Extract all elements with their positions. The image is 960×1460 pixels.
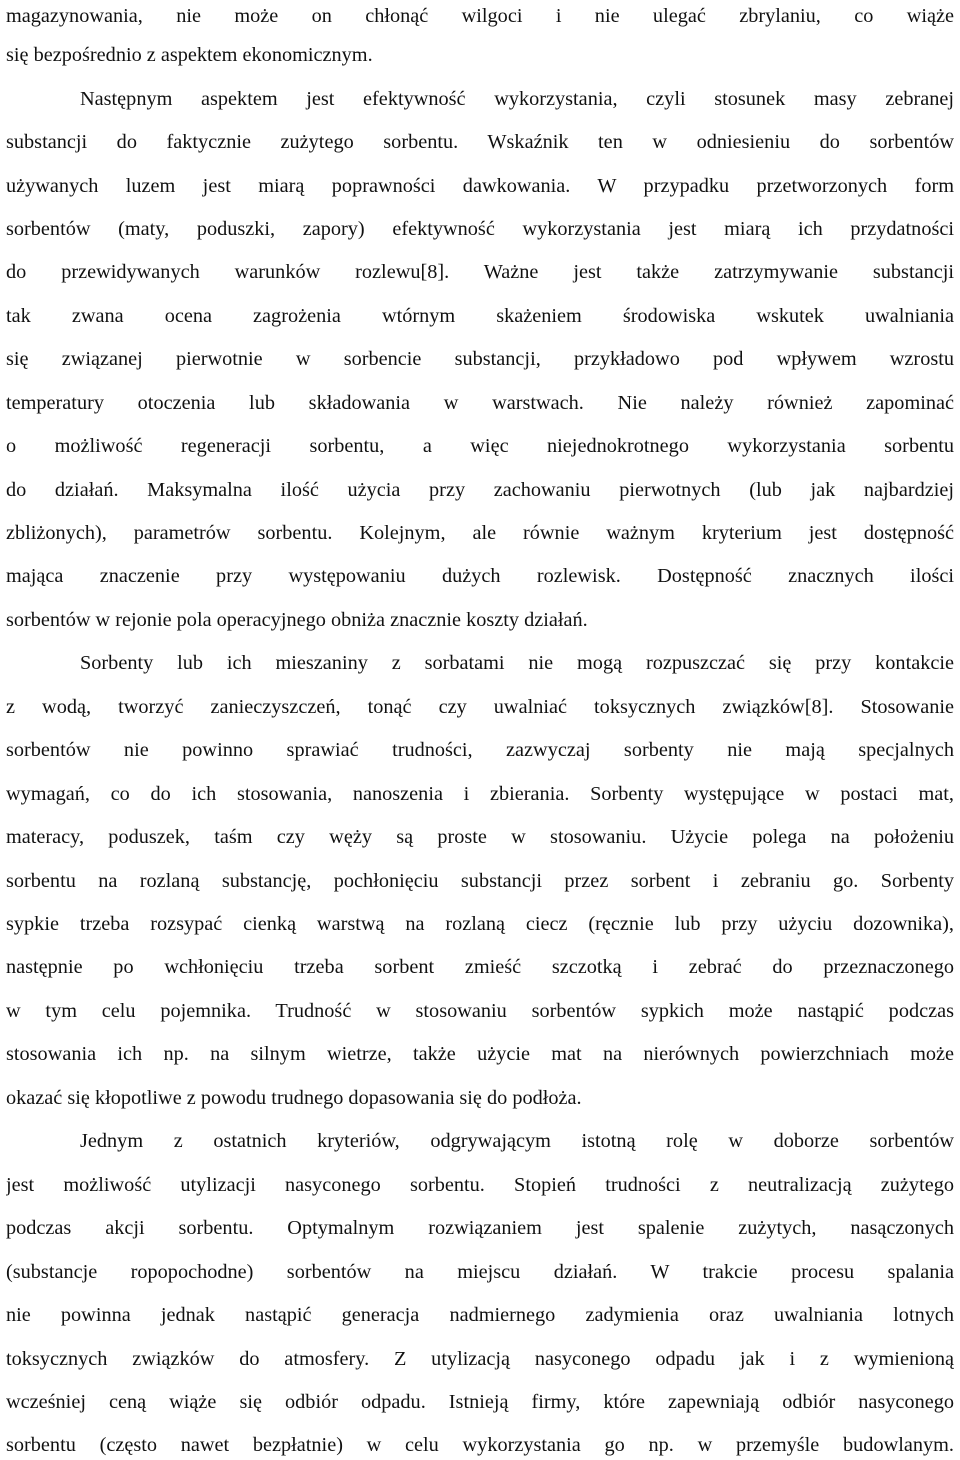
text-line: sorbentu na rozlaną substancję, pochłonięciu substancji przez sorbent i zebraniu go. Sorbenty [6, 870, 954, 892]
text-line: Jednym z ostatnich kryteriów, odgrywającym istotną rolę w doborze sorbentów [80, 1130, 954, 1152]
text-line: się związanej pierwotnie w sorbencie substancji, przykładowo pod wpływem wzrostu [6, 348, 954, 370]
text-line: materacy, poduszek, taśm czy węży są proste w stosowaniu. Użycie polega na położeniu [6, 826, 954, 848]
text-line: toksycznych związków do atmosfery. Z utylizacją nasyconego odpadu jak i z wymienioną [6, 1348, 954, 1370]
text-line: zbliżonych), parametrów sorbentu. Kolejnym, ale równie ważnym kryterium jest dostępność [6, 522, 954, 544]
text-line: nie powinna jednak nastąpić generacja nadmiernego zadymienia oraz uwalniania lotnych [6, 1304, 954, 1326]
text-line: sypkie trzeba rozsypać cienką warstwą na rozlaną ciecz (ręcznie lub przy użyciu dozownika), [6, 913, 954, 935]
text-line: do działań. Maksymalna ilość użycia przy zachowaniu pierwotnych (lub jak najbardziej [6, 479, 954, 501]
text-line: wymagań, co do ich stosowania, nanoszenia i zbierania. Sorbenty występujące w postaci mat, [6, 783, 954, 805]
text-line: do przewidywanych warunków rozlewu[8]. Ważne jest także zatrzymywanie substancji [6, 261, 954, 283]
text-line: mająca znaczenie przy występowaniu dużych rozlewisk. Dostępność znacznych ilości [6, 565, 954, 587]
text-line: Następnym aspektem jest efektywność wykorzystania, czyli stosunek masy zebranej [80, 88, 954, 110]
text-line: tak zwana ocena zagrożenia wtórnym skażeniem środowiska wskutek uwalniania [6, 305, 954, 327]
text-line: jest możliwość utylizacji nasyconego sorbentu. Stopień trudności z neutralizacją zużytego [6, 1174, 954, 1196]
text-line: Sorbenty lub ich mieszaniny z sorbatami nie mogą rozpuszczać się przy kontakcie [80, 652, 954, 674]
text-line: się bezpośrednio z aspektem ekonomicznym. [6, 44, 373, 66]
text-line: o możliwość regeneracji sorbentu, a więc niejednokrotnego wykorzystania sorbentu [6, 435, 954, 457]
text-line: substancji do faktycznie zużytego sorbentu. Wskaźnik ten w odniesieniu do sorbentów [6, 131, 954, 153]
text-line: podczas akcji sorbentu. Optymalnym rozwiązaniem jest spalenie zużytych, nasączonych [6, 1217, 954, 1239]
text-line: magazynowania, nie może on chłonąć wilgoci i nie ulegać zbrylaniu, co wiąże [6, 5, 954, 27]
text-line: sorbentu (często nawet bezpłatnie) w celu wykorzystania go np. w przemyśle budowlanym. [6, 1434, 954, 1456]
text-line: z wodą, tworzyć zanieczyszczeń, tonąć czy uwalniać toksycznych związków[8]. Stosowanie [6, 696, 954, 718]
text-line: stosowania ich np. na silnym wietrze, także użycie mat na nierównych powierzchniach może [6, 1043, 954, 1065]
text-line: okazać się kłopotliwe z powodu trudnego dopasowania się do podłoża. [6, 1087, 582, 1109]
text-line: sorbentów w rejonie pola operacyjnego obniża znacznie koszty działań. [6, 609, 588, 631]
text-line: używanych luzem jest miarą poprawności dawkowania. W przypadku przetworzonych form [6, 175, 954, 197]
text-line: sorbentów nie powinno sprawiać trudności, zazwyczaj sorbenty nie mają specjalnych [6, 739, 954, 761]
text-line: wcześniej ceną wiąże się odbiór odpadu. Istnieją firmy, które zapewniają odbiór nasyconego [6, 1391, 954, 1413]
text-line: sorbentów (maty, poduszki, zapory) efektywność wykorzystania jest miarą ich przydatności [6, 218, 954, 240]
text-line: w tym celu pojemnika. Trudność w stosowaniu sorbentów sypkich może nastąpić podczas [6, 1000, 954, 1022]
text-line: (substancje ropopochodne) sorbentów na miejscu działań. W trakcie procesu spalania [6, 1261, 954, 1283]
text-line: następnie po wchłonięciu trzeba sorbent zmieść szczotką i zebrać do przeznaczonego [6, 956, 954, 978]
text-line: temperatury otoczenia lub składowania w warstwach. Nie należy również zapominać [6, 392, 954, 414]
document-page [6, 0, 954, 1460]
